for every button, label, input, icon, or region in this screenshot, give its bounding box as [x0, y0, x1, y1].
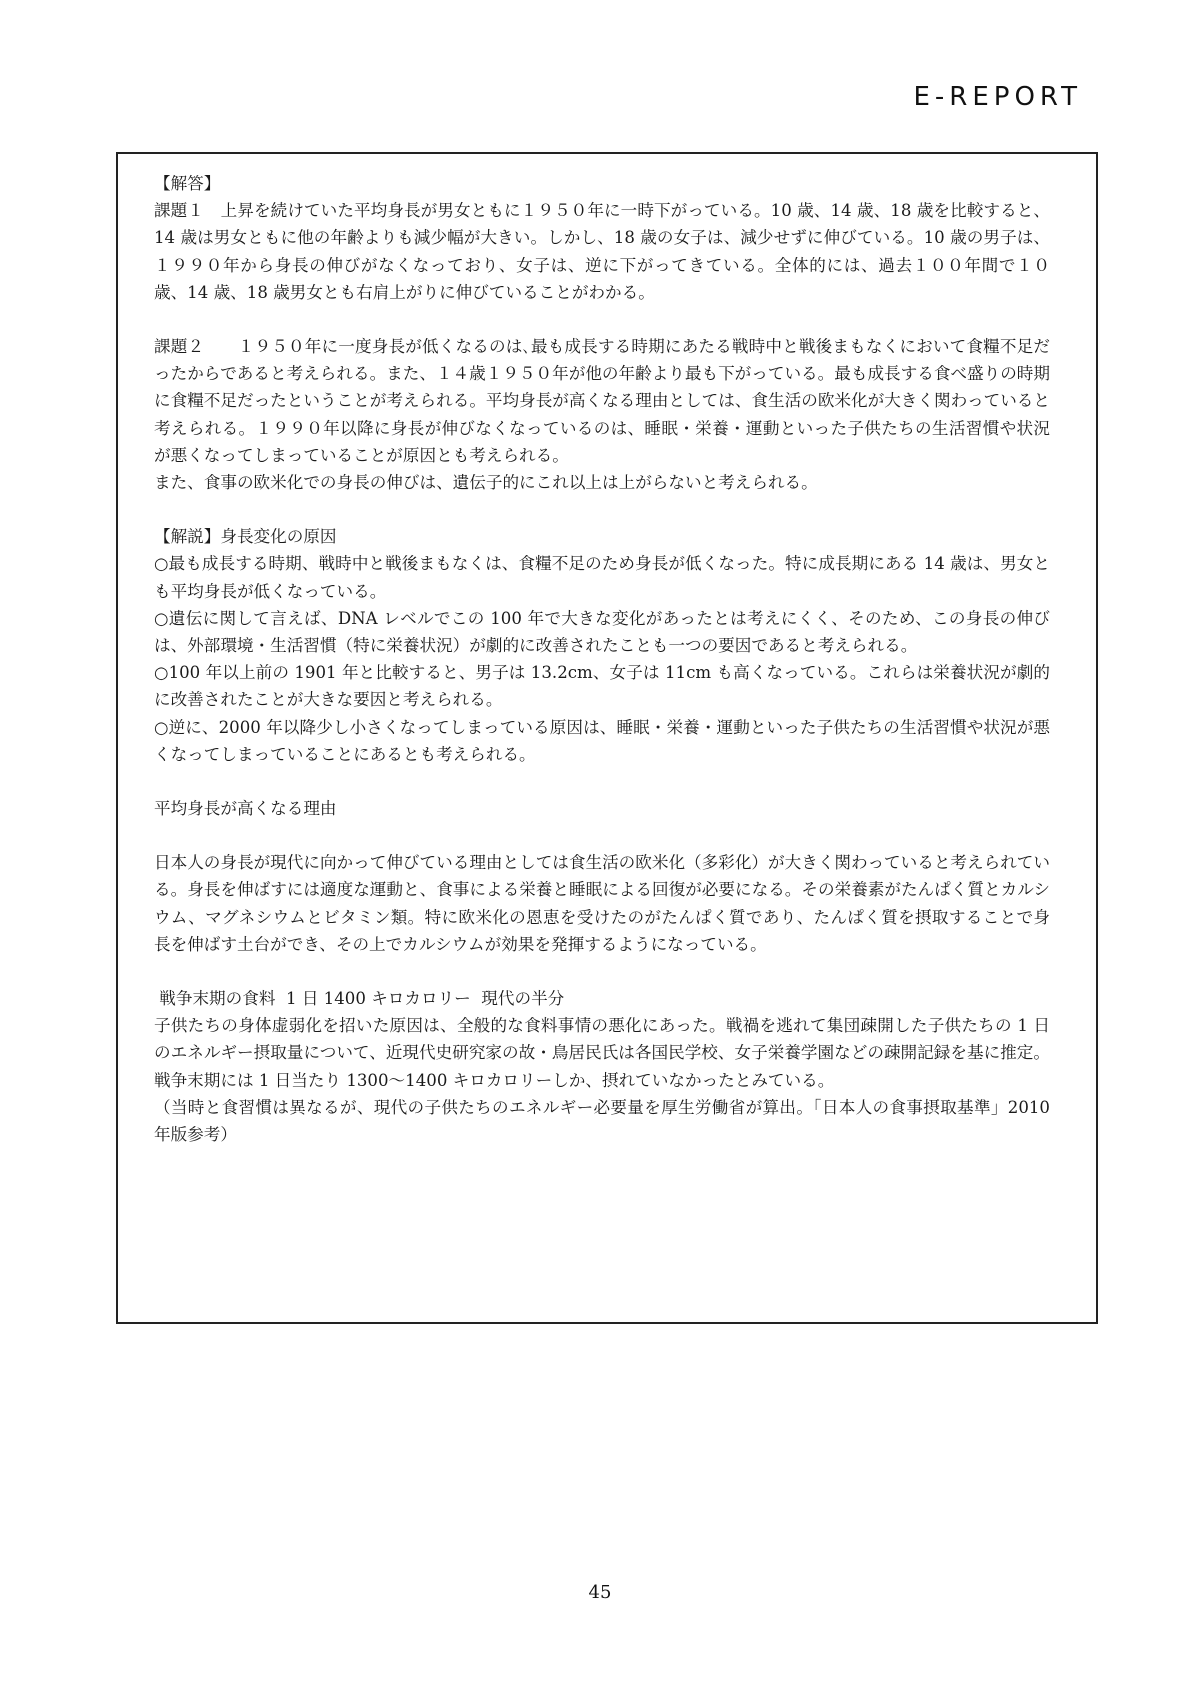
spacer	[154, 496, 1050, 523]
wartime-body: 子供たちの身体虚弱化を招いた原因は、全般的な食料事情の悪化にあった。戦禍を逃れて集団疎開した子供たちの 1 日のエネルギー摂取量について、近現代史研究家の故・鳥居民氏は各国民学校、女子栄養学園などの疎開記録を基に推定。戦争末期には 1 日当たり 1300～1400 キロカロリーしか、摂れていなかったとみている。	[154, 1016, 1050, 1090]
explanation-item: ○最も成長する時期、戦時中と戦後まもなくは、食糧不足のため身長が低くなった。特に成長期にある 14 歳は、男女とも平均身長が低くなっている。	[154, 554, 1050, 601]
wartime-note: （当時と食習慣は異なるが、現代の子供たちのエネルギー必要量を厚生労働省が算出。「日本人の食事摂取基準」2010 年版参考）	[154, 1097, 1056, 1145]
explanation-item: ○遺伝に関して言えば、DNA レベルでこの 100 年で大きな変化があったとは考えにくく、そのため、この身長の伸びは、外部環境・生活習慣（特に栄養状況）が劇的に改善されたことも一つの要因であると考えられる。	[154, 608, 1050, 656]
answer-heading: 【解答】	[154, 174, 221, 193]
explanation-item: ○100 年以上前の 1901 年と比較すると、男子は 13.2cm、女子は 11cm も高くなっている。これらは栄養状況が劇的に改善されたことが大きな要因と考えられる。	[154, 663, 1050, 710]
spacer	[154, 306, 1050, 333]
report-brand-title: E-REPORT	[913, 82, 1082, 112]
explanation-item: ○逆に、2000 年以降少し小さくなってしまっている原因は、睡眠・栄養・運動といった子供たちの生活習慣や状況が悪くなってしまっていることにあるとも考えられる。	[154, 717, 1050, 764]
task1-answer: 課題１ 上昇を続けていた平均身長が男女ともに１９５０年に一時下がっている。10 歳、14 歳、18 歳を比較すると、14 歳は男女ともに他の年齢よりも減少幅が大きい。しかし、18 歳の女子は、減少せずに伸びている。10 歳の男子は、１９９０年から身長の伸びがなくなっており、女子は、逆に下がってきている。全体的には、過去１００年間で１０歳、14 歳、18 歳男女とも右肩上がりに伸びていることがわかる。	[154, 201, 1050, 302]
task2-answer: 課題２ １９５０年に一度身長が低くなるのは､最も成長する時期にあたる戦時中と戦後まもなくにおいて食糧不足だったからであると考えられる。また、１４歳１９５０年が他の年齢より最も下がっている。最も成長する食べ盛りの時期に食糧不足だったということが考えられる。平均身長が高くなる理由としては、食生活の欧米化が大きく関わっていると考えられる。１９９０年以降に身長が伸びなくなっているのは、睡眠・栄養・運動といった子供たちの生活習慣や状況が悪くなってしまっていることが原因とも考えられる。	[154, 337, 1050, 465]
report-content-box	[116, 152, 1098, 1324]
report-text-body	[154, 170, 1056, 1148]
page-number: 45	[588, 1582, 612, 1603]
explanation-heading: 【解説】身長変化の原因	[154, 527, 337, 547]
wartime-heading: 戦争末期の食料 1 日 1400 キロカロリー 現代の半分	[154, 989, 565, 1009]
spacer	[154, 768, 1050, 795]
spacer	[154, 958, 1050, 985]
task2-extra: また、食事の欧米化での身長の伸びは、遺伝子的にこれ以上は上がらないと考えられる。	[154, 473, 818, 493]
reason-body: 日本人の身長が現代に向かって伸びている理由としては食生活の欧米化（多彩化）が大きく関わっていると考えられている。身長を伸ばすには適度な運動と、食事による栄養と睡眠による回復が必要になる。その栄養素がたんぱく質とカルシウム、マグネシウムとビタミン類。特に欧米化の恩恵を受けたのがたんぱく質であり、たんぱく質を摂取することで身長を伸ばす土台ができ、その上でカルシウムが効果を発揮するようになっている。	[154, 853, 1050, 954]
spacer	[154, 822, 1050, 849]
reason-heading: 平均身長が高くなる理由	[154, 799, 337, 819]
